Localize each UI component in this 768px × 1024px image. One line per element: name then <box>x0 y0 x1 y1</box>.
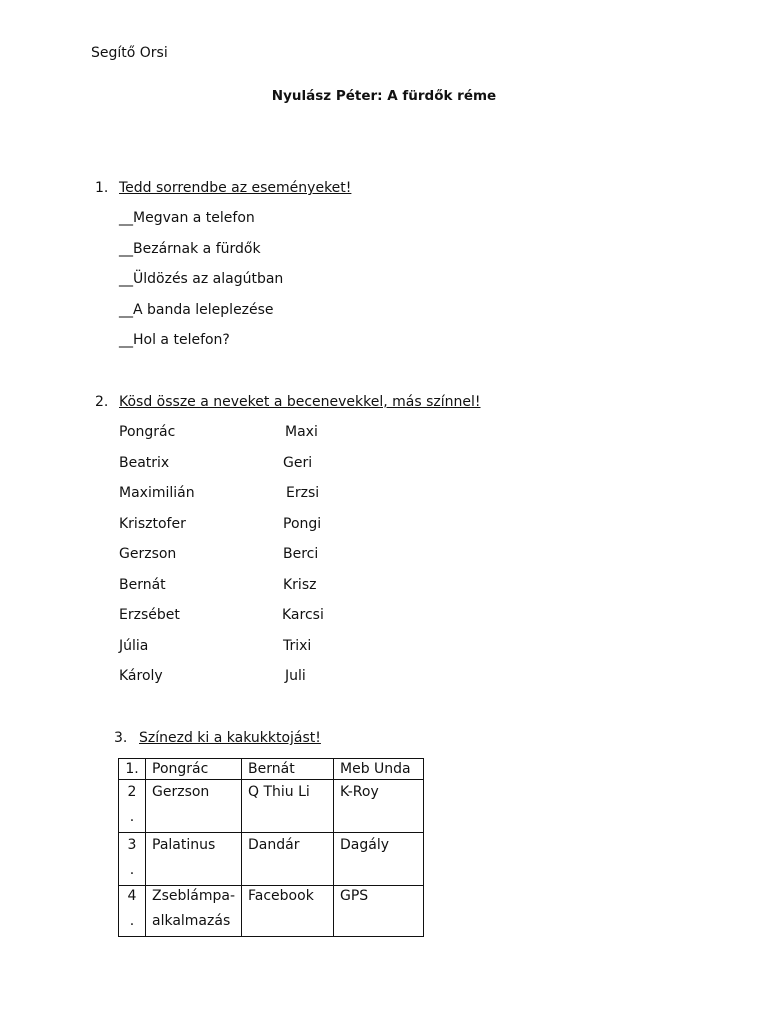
event-item: __Megvan a telefon <box>119 210 255 226</box>
nickname-item: Geri <box>283 455 313 471</box>
name-item: Krisztofer <box>119 516 186 532</box>
row-number-cell <box>119 886 146 937</box>
question-1-text: Tedd sorrendbe az eseményeket! <box>119 180 352 196</box>
table-row <box>119 833 424 886</box>
table-cell: Pongrác <box>146 759 242 780</box>
nickname-item: Berci <box>283 546 319 562</box>
nickname-item: Trixi <box>283 638 312 654</box>
event-item: __A banda leleplezése <box>119 302 274 318</box>
row-number-dot: . <box>129 809 135 825</box>
row-number: 2 <box>127 784 137 800</box>
odd-one-out-table <box>118 758 424 937</box>
name-item: Erzsébet <box>119 607 180 623</box>
row-number-cell <box>119 833 146 886</box>
question-2-text: Kösd össze a neveket a becenevekkel, más színnel! <box>119 394 481 410</box>
question-3-number: 3. <box>114 730 128 746</box>
table-cell: Dandár <box>242 833 334 886</box>
question-3-text: Színezd ki a kakukktojást! <box>139 730 321 746</box>
question-2-number: 2. <box>95 394 109 410</box>
row-number: 4 <box>127 888 137 904</box>
event-item: __Bezárnak a fürdők <box>119 241 261 257</box>
nickname-item: Juli <box>285 668 306 684</box>
row-number-cell <box>119 780 146 833</box>
cell-line: Zseblámpa- <box>152 888 236 904</box>
name-item: Pongrác <box>119 424 176 440</box>
name-item: Károly <box>119 668 163 684</box>
table-cell: Palatinus <box>146 833 242 886</box>
page-title: Nyulász Péter: A fürdők réme <box>271 88 497 104</box>
row-number-dot: . <box>129 862 135 878</box>
table-row <box>119 759 424 780</box>
cell-line: alkalmazás <box>152 913 231 929</box>
name-item: Beatrix <box>119 455 170 471</box>
table-row <box>119 886 424 937</box>
table-row <box>119 780 424 833</box>
row-number: 3 <box>127 837 137 853</box>
table-cell: GPS <box>334 886 424 937</box>
table-cell: Gerzson <box>146 780 242 833</box>
nickname-item: Pongi <box>283 516 322 532</box>
table-cell <box>146 886 242 937</box>
row-number-dot: . <box>129 913 135 929</box>
question-1-number: 1. <box>95 180 109 196</box>
table-cell: Q Thiu Li <box>242 780 334 833</box>
nickname-item: Maxi <box>285 424 318 440</box>
table-cell: Bernát <box>242 759 334 780</box>
table-cell: K-Roy <box>334 780 424 833</box>
nickname-item: Erzsi <box>286 485 320 501</box>
author-name: Segítő Orsi <box>91 45 168 61</box>
name-item: Júlia <box>119 638 149 654</box>
nickname-item: Krisz <box>283 577 317 593</box>
row-number: 1. <box>119 759 146 780</box>
name-item: Gerzson <box>119 546 177 562</box>
table-cell: Meb Unda <box>334 759 424 780</box>
event-item: __Hol a telefon? <box>119 332 230 348</box>
name-item: Maximilián <box>119 485 195 501</box>
nickname-item: Karcsi <box>282 607 324 623</box>
table-cell: Dagály <box>334 833 424 886</box>
name-item: Bernát <box>119 577 166 593</box>
event-item: __Üldözés az alagútban <box>119 271 284 287</box>
table-cell: Facebook <box>242 886 334 937</box>
